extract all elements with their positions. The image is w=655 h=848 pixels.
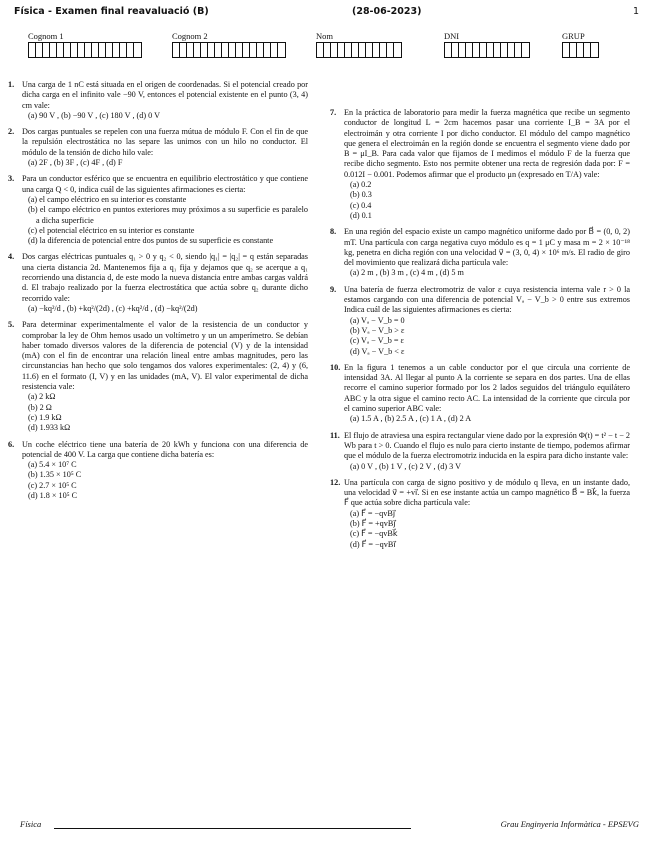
char-box[interactable]	[563, 43, 570, 57]
question	[330, 227, 630, 278]
char-box[interactable]	[99, 43, 106, 57]
page-number: 1	[632, 6, 639, 17]
question-text: Para determinar experimentalmente el valor de la resistencia de un conductor y comprobar la ley de Ohm hemos usado un voltímetro y un un amperímetro. Se debían haber tomado diversos valores de la diferencia de potencial (V) y de la intensidad (mA) con el fin de encontrar una relación lineal entre ambas magnitudes, pero las circunstancias han hecho que solo tengamos dos valores experimentales: (2, 4) y (6, 11.6) en el formato (I, V) y en las unidades (mA, V). El valor experimental de dicha resistencia vale:	[22, 320, 308, 392]
answer-option[interactable]: (b) 2 Ω	[28, 402, 52, 412]
question-number: 4.	[8, 252, 15, 262]
char-box[interactable]	[187, 43, 194, 57]
char-box[interactable]	[127, 43, 134, 57]
char-box[interactable]	[180, 43, 187, 57]
id-field-boxes[interactable]	[562, 42, 599, 58]
char-box[interactable]	[64, 43, 71, 57]
id-field-label: Nom	[316, 31, 333, 41]
char-box[interactable]	[36, 43, 43, 57]
char-box[interactable]	[331, 43, 338, 57]
answer-options[interactable]: (a) 2 m , (b) 3 m , (c) 4 m , (d) 5 m	[350, 268, 464, 278]
char-box[interactable]	[452, 43, 459, 57]
exam-title: Física - Examen final reavaluació (B)	[14, 6, 209, 17]
question	[330, 478, 630, 550]
answer-option[interactable]: (b) F⃗ = +qvBj⃗	[350, 518, 396, 528]
char-box[interactable]	[208, 43, 215, 57]
id-field-boxes[interactable]	[316, 42, 402, 58]
id-field-boxes[interactable]	[444, 42, 530, 58]
question-number: 8.	[330, 227, 337, 237]
char-box[interactable]	[345, 43, 352, 57]
answer-options[interactable]: (a) 90 V , (b) −90 V , (c) 180 V , (d) 0 V	[28, 110, 161, 120]
char-box[interactable]	[352, 43, 359, 57]
id-field-label: Cognom 2	[172, 31, 208, 41]
answer-options	[344, 316, 630, 357]
char-box[interactable]	[215, 43, 222, 57]
answer-options[interactable]: (a) −kq²/d , (b) +kq²/(2d) , (c) +kq²/d , (d) −kq²/(2d)	[28, 303, 198, 313]
char-box[interactable]	[359, 43, 366, 57]
id-field-2	[316, 31, 402, 58]
question-text: Dos cargas puntuales se repelen con una fuerza mútua de módulo F. Con el fin de que la repulsión electrostática no las separe las unimos con un hilo no conductor. El módulo de la tensión de dicho hilo vale:	[22, 127, 308, 157]
question-text: Para un conductor esférico que se encuentra en equilibrio electrostático y que contiene una carga Q < 0, indica cuál de las siguientes afirmaciones es cierta:	[22, 174, 308, 194]
student-id-fields	[0, 31, 655, 61]
answer-option[interactable]: (a) F⃗ = −qvBj⃗	[350, 508, 396, 518]
question-number: 12.	[330, 477, 341, 487]
question-text: En la práctica de laboratorio para medir la fuerza magnética que recibe un segmento conductor de longitud L = 2cm hacemos pasar una corriente I_B = 3A por el electroimán y otra corriente I por dicho conductor. El módulo del campo magnético que genera el electroimán en la región donde se encuentra el segmento viene dado por B = μI_B. Para cada valor que fijamos de I medimos el módulo F de la fuerza que recibe dicho segmento. Esto nos permite obtener una recta de regresión dada por: F = 0.012I − 0.001. Podemos afirmar que el producto μn (expresado en T/A) vale:	[344, 108, 630, 179]
answer-option[interactable]: (a) Vₐ − V_b = 0	[350, 315, 405, 325]
question	[8, 80, 308, 121]
char-box[interactable]	[222, 43, 229, 57]
question-number: 5.	[8, 320, 15, 330]
char-box[interactable]	[473, 43, 480, 57]
char-box[interactable]	[229, 43, 236, 57]
char-box[interactable]	[278, 43, 285, 57]
id-field-0	[28, 31, 142, 58]
char-box[interactable]	[494, 43, 501, 57]
answer-options	[344, 509, 630, 550]
question	[8, 320, 308, 433]
id-field-label: Cognom 1	[28, 31, 64, 41]
question-number: 6.	[8, 439, 15, 449]
question-text: Dos cargas eléctricas puntuales q₁ > 0 y q₂ < 0, siendo |q₁| = |q₂| = q están separadas una cierta distancia 2d. Mantenemos fija a q₁ fija y dejamos que q₂ se acerque a q₁ recorriendo una distancia d, de este modo la nueva distancia entre ambas cargas valdrá d. El trabajo realizado por la fuerza electrostática que actúa sobre q₂ durante dicho recorrido vale:	[22, 252, 308, 303]
char-box[interactable]	[373, 43, 380, 57]
char-box[interactable]	[78, 43, 85, 57]
char-box[interactable]	[134, 43, 141, 57]
char-box[interactable]	[501, 43, 508, 57]
answer-option[interactable]: (a) 0.2	[350, 180, 372, 190]
question	[8, 127, 308, 168]
question-text: En una región del espacio existe un campo magnético uniforme dado por B⃗ = (0, 0, 2) mT. Una partícula con carga negativa cuyo módulo es q = 1 μC y masa m = 2 × 10⁻¹⁸ kg, penetra en dicha región con una velocidad v⃗ = (3, 0, 4) × 10⁶ m/s. El radio de giro del movimiento que realizará dicha partícula vale:	[344, 227, 630, 268]
char-box[interactable]	[57, 43, 64, 57]
answer-option[interactable]: (c) 1.9 kΩ	[28, 412, 62, 422]
answer-option[interactable]: (b) el campo eléctrico en puntos exteriores muy próximos a su superficie es paralelo a dicha superficie	[28, 205, 308, 225]
answer-options	[22, 195, 308, 246]
answer-option[interactable]: (b) Vₐ − V_b > ε	[350, 325, 405, 335]
question-number: 9.	[330, 284, 337, 294]
question-number: 7.	[330, 108, 337, 117]
id-field-label: GRUP	[562, 31, 585, 41]
answer-option[interactable]: (c) 0.4	[350, 200, 372, 210]
char-box[interactable]	[113, 43, 120, 57]
char-box[interactable]	[387, 43, 394, 57]
answer-option[interactable]: (d) 0.1	[350, 210, 372, 220]
answer-option[interactable]: (b) 0.3	[350, 190, 372, 200]
question-text: Una partícula con carga de signo positivo y de módulo q lleva, en un instante dado, una velocidad v⃗ = +vi⃗. Si en ese instante actúa un campo magnético B⃗ = Bk⃗, la fuerza F⃗ que actúa sobre dicha partícula vale:	[344, 477, 630, 508]
char-box[interactable]	[317, 43, 324, 57]
answer-option[interactable]: (d) 1.933 kΩ	[28, 423, 71, 433]
answer-option[interactable]: (c) 2.7 × 10⁵ C	[28, 480, 77, 490]
char-box[interactable]	[236, 43, 243, 57]
id-field-3	[444, 31, 530, 58]
question-number: 11.	[330, 430, 340, 440]
question	[330, 431, 630, 472]
char-box[interactable]	[71, 43, 78, 57]
question	[8, 440, 308, 502]
id-field-boxes[interactable]	[28, 42, 142, 58]
question-number: 10.	[330, 362, 341, 372]
char-box[interactable]	[459, 43, 466, 57]
char-box[interactable]	[508, 43, 515, 57]
char-box[interactable]	[366, 43, 373, 57]
char-box[interactable]	[522, 43, 529, 57]
questions-left-column	[8, 80, 308, 507]
char-box[interactable]	[257, 43, 264, 57]
char-box[interactable]	[264, 43, 271, 57]
answer-option[interactable]: (d) la diferencia de potencial entre dos puntos de su superficie es constante	[28, 236, 274, 246]
answer-option[interactable]: (a) el campo eléctrico en su interior es constante	[28, 194, 187, 204]
page-header	[14, 6, 639, 20]
id-field-4	[562, 31, 599, 58]
char-box[interactable]	[515, 43, 522, 57]
question-number: 2.	[8, 127, 15, 137]
char-box[interactable]	[106, 43, 113, 57]
char-box[interactable]	[584, 43, 591, 57]
footer-rule	[54, 828, 411, 829]
char-box[interactable]	[271, 43, 278, 57]
char-box[interactable]	[445, 43, 452, 57]
answer-option[interactable]: (a) 5.4 × 10⁷ C	[28, 460, 77, 470]
char-box[interactable]	[466, 43, 473, 57]
answer-options	[22, 460, 308, 501]
question	[330, 108, 630, 221]
char-box[interactable]	[338, 43, 345, 57]
question	[330, 363, 630, 425]
page-footer	[20, 819, 639, 833]
id-field-1	[172, 31, 286, 58]
question-text: Un coche eléctrico tiene una batería de 20 kWh y funciona con una diferencia de potencial de 400 V. La carga que contiene dicha batería es:	[22, 439, 308, 459]
char-box[interactable]	[394, 43, 401, 57]
answer-option[interactable]: (a) 2 kΩ	[28, 392, 56, 402]
exam-date: (28-06-2023)	[352, 6, 422, 17]
answer-options[interactable]: (a) 1.5 A , (b) 2.5 A , (c) 1 A , (d) 2 A	[350, 414, 472, 424]
char-box[interactable]	[591, 43, 598, 57]
answer-options	[344, 180, 630, 221]
question-number: 1.	[8, 80, 15, 89]
char-box[interactable]	[29, 43, 36, 57]
answer-option[interactable]: (c) F⃗ = −qvBk⃗	[350, 529, 398, 539]
question	[8, 252, 308, 314]
question-text: El flujo de atraviesa una espira rectangular viene dado por la expresión Φ(t) = t² − t − 2 Wb para t > 0. Cuando el flujo es nulo para cierto instante de tiempo, podemos afirmar que el módulo de la fuerza electromotriz inducida en la espira para dicho instante vale:	[344, 430, 630, 461]
char-box[interactable]	[487, 43, 494, 57]
char-box[interactable]	[250, 43, 257, 57]
answer-option[interactable]: (d) F⃗ = −qvBi⃗	[350, 539, 396, 549]
char-box[interactable]	[324, 43, 331, 57]
answer-options[interactable]: (a) 0 V , (b) 1 V , (c) 2 V , (d) 3 V	[350, 461, 462, 471]
id-field-label: DNI	[444, 31, 460, 41]
char-box[interactable]	[380, 43, 387, 57]
char-box[interactable]	[85, 43, 92, 57]
answer-option[interactable]: (c) el potencial eléctrico en su interior es constante	[28, 225, 195, 235]
char-box[interactable]	[92, 43, 99, 57]
answer-options[interactable]: (a) 2F , (b) 3F , (c) 4F , (d) F	[28, 158, 123, 168]
answer-option[interactable]: (b) 1.35 × 10⁵ C	[28, 470, 82, 480]
question	[8, 174, 308, 246]
footer-degree: Grau Enginyeria Informàtica - EPSEVG	[500, 819, 639, 829]
footer-subject: Física	[20, 819, 42, 829]
char-box[interactable]	[173, 43, 180, 57]
answer-option[interactable]: (d) 1.8 × 10⁵ C	[28, 490, 78, 500]
char-box[interactable]	[43, 43, 50, 57]
char-box[interactable]	[480, 43, 487, 57]
question-number: 3.	[8, 174, 15, 184]
answer-options	[22, 392, 308, 433]
answer-option[interactable]: (d) Vₐ − V_b < ε	[350, 346, 405, 356]
question-text: Una batería de fuerza electromotriz de valor ε cuya resistencia interna vale r > 0 la estamos cargando con una diferencia de potencial Vₐ − V_b > 0 entre sus extremos Indica cuál de las siguientes afirmaciones es cierta:	[344, 284, 630, 315]
char-box[interactable]	[570, 43, 577, 57]
char-box[interactable]	[50, 43, 57, 57]
questions-right-column	[330, 108, 630, 556]
question	[330, 285, 630, 357]
question-text: En la figura 1 tenemos a un cable conductor por el que circula una corriente de intensidad 3A. Al llegar al punto A la corriente se separa en dos partes. Una de ellas recorre el camino superior formado por los 2 lados seguidos del triángulo equilátero ABC y la otra sigue el camino recto AC. La intensidad de la corriente que circula por el camino superior ABC vale:	[344, 362, 630, 414]
char-box[interactable]	[243, 43, 250, 57]
char-box[interactable]	[120, 43, 127, 57]
id-field-boxes[interactable]	[172, 42, 286, 58]
char-box[interactable]	[577, 43, 584, 57]
question-text: Una carga de 1 nC está situada en el origen de coordenadas. Si el potencial creado por dicha carga en el infinito vale −90 V, entonces el potencial existente en el punto (3, 4) cm vale:	[22, 80, 308, 110]
char-box[interactable]	[194, 43, 201, 57]
char-box[interactable]	[201, 43, 208, 57]
answer-option[interactable]: (c) Vₐ − V_b = ε	[350, 336, 404, 346]
